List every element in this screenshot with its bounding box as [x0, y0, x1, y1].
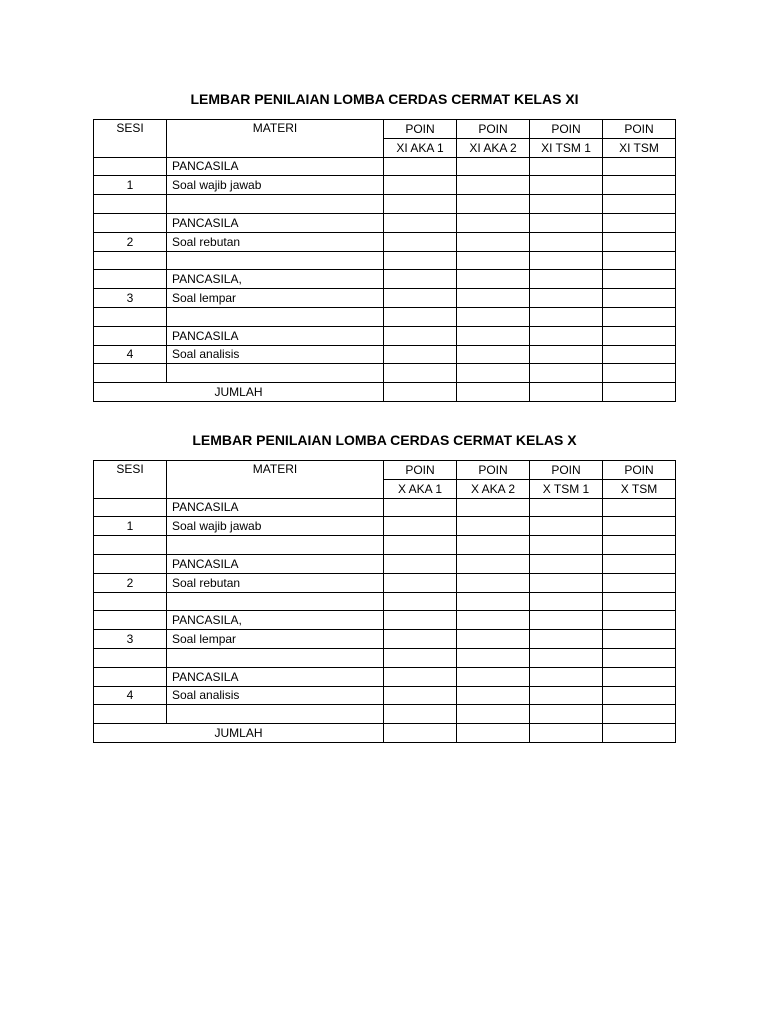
session-number: 1 — [94, 176, 167, 195]
session-number: 3 — [94, 630, 167, 649]
team-header: XI TSM — [603, 138, 676, 157]
empty-cell — [94, 364, 167, 383]
session-subject-row — [94, 326, 676, 345]
score-cell[interactable] — [603, 364, 676, 383]
score-cell[interactable] — [384, 345, 457, 364]
scoring-table-x — [93, 460, 676, 743]
score-cell[interactable] — [384, 307, 457, 326]
spacer-row — [94, 705, 676, 724]
sesi-header: SESI — [94, 461, 167, 499]
score-cell[interactable] — [603, 630, 676, 649]
session-type-row — [94, 686, 676, 705]
score-cell[interactable] — [603, 554, 676, 573]
score-cell[interactable] — [603, 517, 676, 536]
session-type: Soal lempar — [167, 630, 384, 649]
spacer-row — [94, 251, 676, 270]
session-type: Soal analisis — [167, 345, 384, 364]
empty-cell — [94, 213, 167, 232]
score-cell[interactable] — [603, 498, 676, 517]
score-cell[interactable] — [457, 554, 530, 573]
score-cell[interactable] — [384, 289, 457, 308]
score-cell[interactable] — [530, 705, 603, 724]
score-cell[interactable] — [457, 536, 530, 555]
score-cell[interactable] — [530, 573, 603, 592]
score-cell[interactable] — [384, 232, 457, 251]
score-cell[interactable] — [603, 307, 676, 326]
session-type-row — [94, 289, 676, 308]
session-subject: PANCASILA — [167, 667, 384, 686]
session-type-row — [94, 517, 676, 536]
poin-header: POIN — [457, 461, 530, 480]
poin-header: POIN — [530, 120, 603, 139]
score-cell[interactable] — [384, 573, 457, 592]
empty-cell — [94, 667, 167, 686]
score-cell[interactable] — [384, 251, 457, 270]
poin-header: POIN — [384, 461, 457, 480]
score-cell[interactable] — [384, 498, 457, 517]
score-cell[interactable] — [457, 686, 530, 705]
session-subject: PANCASILA — [167, 554, 384, 573]
score-cell[interactable] — [530, 592, 603, 611]
score-cell[interactable] — [457, 705, 530, 724]
session-subject: PANCASILA — [167, 157, 384, 176]
score-cell[interactable] — [384, 648, 457, 667]
empty-cell — [94, 307, 167, 326]
empty-cell — [167, 195, 384, 214]
score-cell[interactable] — [457, 251, 530, 270]
empty-cell — [167, 364, 384, 383]
score-cell[interactable] — [530, 213, 603, 232]
score-cell[interactable] — [384, 270, 457, 289]
session-subject: PANCASILA — [167, 213, 384, 232]
total-cell[interactable] — [603, 383, 676, 402]
empty-cell — [94, 554, 167, 573]
score-cell[interactable] — [603, 648, 676, 667]
total-row — [94, 383, 676, 402]
score-cell[interactable] — [603, 195, 676, 214]
score-cell[interactable] — [603, 270, 676, 289]
score-cell[interactable] — [530, 270, 603, 289]
session-type-row — [94, 630, 676, 649]
score-cell[interactable] — [603, 611, 676, 630]
score-cell[interactable] — [603, 157, 676, 176]
total-label: JUMLAH — [94, 383, 384, 402]
sesi-header: SESI — [94, 120, 167, 158]
spacer-row — [94, 592, 676, 611]
score-cell[interactable] — [384, 686, 457, 705]
header-row — [94, 120, 676, 139]
score-cell[interactable] — [457, 498, 530, 517]
session-type-row — [94, 345, 676, 364]
sheet-title-xi: LEMBAR PENILAIAN LOMBA CERDAS CERMAT KELAS XI — [190, 91, 579, 107]
session-subject: PANCASILA — [167, 326, 384, 345]
score-cell[interactable] — [457, 667, 530, 686]
score-cell[interactable] — [530, 176, 603, 195]
empty-cell — [94, 498, 167, 517]
total-label: JUMLAH — [94, 724, 384, 743]
session-number: 2 — [94, 232, 167, 251]
score-cell[interactable] — [457, 573, 530, 592]
score-cell[interactable] — [530, 307, 603, 326]
total-row — [94, 724, 676, 743]
score-cell[interactable] — [530, 195, 603, 214]
total-cell[interactable] — [457, 383, 530, 402]
score-cell[interactable] — [603, 232, 676, 251]
score-cell[interactable] — [530, 289, 603, 308]
session-subject: PANCASILA, — [167, 611, 384, 630]
total-cell[interactable] — [530, 383, 603, 402]
score-cell[interactable] — [457, 630, 530, 649]
score-cell[interactable] — [384, 592, 457, 611]
session-type: Soal rebutan — [167, 573, 384, 592]
score-cell[interactable] — [603, 251, 676, 270]
empty-cell — [167, 705, 384, 724]
team-header: XI AKA 1 — [384, 138, 457, 157]
poin-header: POIN — [457, 120, 530, 139]
empty-cell — [167, 648, 384, 667]
score-cell[interactable] — [530, 517, 603, 536]
score-cell[interactable] — [384, 667, 457, 686]
score-cell[interactable] — [457, 517, 530, 536]
session-type: Soal wajib jawab — [167, 176, 384, 195]
score-cell[interactable] — [384, 554, 457, 573]
team-header: XI AKA 2 — [457, 138, 530, 157]
sheet-title-x: LEMBAR PENILAIAN LOMBA CERDAS CERMAT KELAS X — [192, 432, 577, 448]
score-cell[interactable] — [457, 232, 530, 251]
score-cell[interactable] — [457, 326, 530, 345]
score-cell[interactable] — [530, 326, 603, 345]
session-number: 4 — [94, 686, 167, 705]
score-cell[interactable] — [457, 176, 530, 195]
score-cell[interactable] — [603, 667, 676, 686]
empty-cell — [94, 705, 167, 724]
session-number: 3 — [94, 289, 167, 308]
score-cell[interactable] — [603, 326, 676, 345]
session-subject-row — [94, 157, 676, 176]
total-cell[interactable] — [457, 724, 530, 743]
materi-header: MATERI — [167, 120, 384, 158]
session-number: 2 — [94, 573, 167, 592]
empty-cell — [94, 326, 167, 345]
empty-cell — [94, 648, 167, 667]
score-cell[interactable] — [603, 213, 676, 232]
session-type-row — [94, 573, 676, 592]
score-cell[interactable] — [384, 630, 457, 649]
empty-cell — [94, 536, 167, 555]
score-cell[interactable] — [530, 498, 603, 517]
scoring-table-xi — [93, 119, 676, 402]
session-subject: PANCASILA, — [167, 270, 384, 289]
score-cell[interactable] — [530, 364, 603, 383]
score-cell[interactable] — [457, 648, 530, 667]
score-cell[interactable] — [384, 213, 457, 232]
score-cell[interactable] — [384, 517, 457, 536]
empty-cell — [94, 270, 167, 289]
empty-cell — [94, 592, 167, 611]
spacer-row — [94, 364, 676, 383]
score-cell[interactable] — [384, 705, 457, 724]
session-subject-row — [94, 554, 676, 573]
score-cell[interactable] — [384, 326, 457, 345]
session-type: Soal analisis — [167, 686, 384, 705]
empty-cell — [167, 536, 384, 555]
session-subject: PANCASILA — [167, 498, 384, 517]
session-type-row — [94, 232, 676, 251]
score-cell[interactable] — [457, 611, 530, 630]
score-cell[interactable] — [530, 648, 603, 667]
score-cell[interactable] — [530, 536, 603, 555]
session-type-row — [94, 176, 676, 195]
score-cell[interactable] — [530, 251, 603, 270]
score-cell[interactable] — [603, 705, 676, 724]
score-cell[interactable] — [457, 157, 530, 176]
poin-header: POIN — [384, 120, 457, 139]
poin-header: POIN — [530, 461, 603, 480]
total-cell[interactable] — [530, 724, 603, 743]
score-cell[interactable] — [384, 536, 457, 555]
header-row — [94, 461, 676, 480]
total-cell[interactable] — [384, 724, 457, 743]
team-header: X AKA 1 — [384, 479, 457, 498]
score-cell[interactable] — [530, 686, 603, 705]
empty-cell — [94, 611, 167, 630]
team-header: X TSM 1 — [530, 479, 603, 498]
score-cell[interactable] — [530, 611, 603, 630]
score-cell[interactable] — [530, 554, 603, 573]
session-type: Soal lempar — [167, 289, 384, 308]
empty-cell — [167, 307, 384, 326]
score-cell[interactable] — [384, 611, 457, 630]
team-header: X AKA 2 — [457, 479, 530, 498]
team-header: X TSM — [603, 479, 676, 498]
poin-header: POIN — [603, 120, 676, 139]
score-cell[interactable] — [530, 157, 603, 176]
empty-cell — [167, 251, 384, 270]
score-cell[interactable] — [384, 176, 457, 195]
session-type: Soal wajib jawab — [167, 517, 384, 536]
session-subject-row — [94, 667, 676, 686]
score-cell[interactable] — [384, 195, 457, 214]
score-cell[interactable] — [530, 630, 603, 649]
materi-header: MATERI — [167, 461, 384, 499]
score-cell[interactable] — [384, 157, 457, 176]
score-cell[interactable] — [530, 232, 603, 251]
poin-header: POIN — [603, 461, 676, 480]
session-subject-row — [94, 498, 676, 517]
spacer-row — [94, 307, 676, 326]
score-cell[interactable] — [603, 536, 676, 555]
score-cell[interactable] — [457, 289, 530, 308]
score-cell[interactable] — [457, 364, 530, 383]
score-cell[interactable] — [603, 289, 676, 308]
score-cell[interactable] — [457, 307, 530, 326]
score-cell[interactable] — [603, 345, 676, 364]
session-subject-row — [94, 611, 676, 630]
session-subject-row — [94, 213, 676, 232]
score-cell[interactable] — [457, 592, 530, 611]
spacer-row — [94, 648, 676, 667]
score-cell[interactable] — [603, 573, 676, 592]
score-cell[interactable] — [530, 667, 603, 686]
session-subject-row — [94, 270, 676, 289]
score-cell[interactable] — [530, 345, 603, 364]
spacer-row — [94, 195, 676, 214]
empty-cell — [167, 592, 384, 611]
team-header: XI TSM 1 — [530, 138, 603, 157]
score-cell[interactable] — [457, 195, 530, 214]
score-cell[interactable] — [457, 345, 530, 364]
total-cell[interactable] — [603, 724, 676, 743]
score-cell[interactable] — [603, 592, 676, 611]
score-cell[interactable] — [603, 176, 676, 195]
score-cell[interactable] — [457, 270, 530, 289]
spacer-row — [94, 536, 676, 555]
empty-cell — [94, 157, 167, 176]
total-cell[interactable] — [384, 383, 457, 402]
session-number: 4 — [94, 345, 167, 364]
empty-cell — [94, 195, 167, 214]
session-number: 1 — [94, 517, 167, 536]
empty-cell — [94, 251, 167, 270]
score-cell[interactable] — [384, 364, 457, 383]
score-cell[interactable] — [603, 686, 676, 705]
score-cell[interactable] — [457, 213, 530, 232]
session-type: Soal rebutan — [167, 232, 384, 251]
